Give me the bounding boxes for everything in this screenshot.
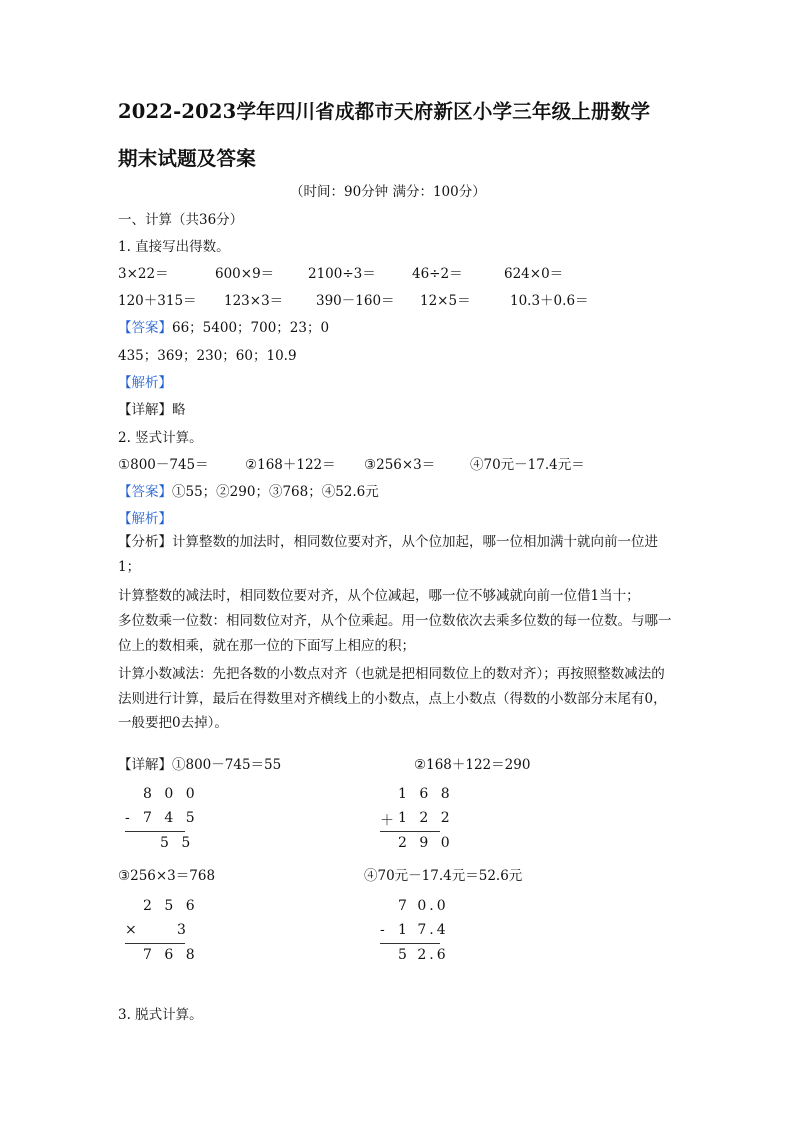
- exam-meta: （时间：90分钟 满分：100分）: [290, 184, 486, 200]
- doc-title-line1: 2022-2023学年四川省成都市天府新区小学三年级上册数学: [118, 100, 651, 123]
- q2-item-2: ②168＋122＝: [245, 457, 336, 473]
- q2-analysis-p2: 计算整数的减法时，相同数位要对齐，从个位减起，哪一位不够减就向前一位借1当十；: [118, 588, 640, 604]
- calc3-top: 2 5 6: [143, 898, 199, 914]
- q1-r2-c3: 390－160＝: [316, 293, 395, 309]
- vertical-calc-2: [380, 786, 454, 856]
- calc4-op: -: [380, 922, 389, 938]
- calc2-rule: [380, 831, 440, 832]
- detail-tag: 【详解】: [118, 757, 172, 773]
- vertical-calc-1: [125, 786, 199, 856]
- q2-stem: 2. 竖式计算。: [118, 430, 203, 446]
- q1-r1-c2: 600×9＝: [215, 266, 275, 282]
- section-heading: 一、计算（共36分）: [118, 212, 244, 228]
- q2-item-3: ③256×3＝: [364, 457, 436, 473]
- calc3-rule: [125, 943, 185, 944]
- q2-item-1: ①800－745＝: [118, 457, 209, 473]
- answer-tag: 【答案】: [118, 484, 172, 500]
- q1-stem: 1. 直接写出得数。: [118, 239, 230, 255]
- q2-detail-4: ④70元－17.4元＝52.6元: [364, 868, 523, 884]
- q2-detail-1: [118, 753, 281, 773]
- q2-analysis-p4: 计算小数减法：先把各数的小数点对齐（也就是把相同数位上的数对齐）；再按照整数减法的法则进行计算，最后在得数里对齐横线上的小数点，点上小数点（得数的小数部分末尾有0，一般要把0去掉）。: [118, 666, 667, 731]
- q2-detail-2: ②168＋122＝290: [414, 757, 531, 773]
- q1-answer-line1: 66；5400；700；23；0: [172, 320, 330, 336]
- calc1-mid: 7 4 5: [143, 810, 199, 826]
- vertical-calc-3: [125, 898, 199, 968]
- q1-r2-c1: 120＋315＝: [118, 293, 197, 309]
- q2-analysis-tag: 【解析】: [118, 511, 172, 527]
- q1-r2-c2: 123×3＝: [224, 293, 284, 309]
- calc1-res: 5 5: [160, 835, 195, 851]
- calc2-top: 1 6 8: [398, 786, 454, 802]
- calc2-res: 2 9 0: [398, 835, 454, 851]
- calc4-res: 5 2.6: [398, 947, 449, 963]
- calc3-res: 7 6 8: [143, 947, 199, 963]
- q2-detail-3: ③256×3＝768: [118, 868, 216, 884]
- q3-stem: 3. 脱式计算。: [118, 1007, 203, 1023]
- q1-r1-c4: 46÷2＝: [412, 266, 463, 282]
- q1-r1-c5: 624×0＝: [504, 266, 564, 282]
- q1-r1-c3: 2100÷3＝: [308, 266, 376, 282]
- calc2-op: ＋: [380, 813, 394, 829]
- q1-answer-line2: 435；369；230；60；10.9: [118, 348, 297, 364]
- calc1-top: 8 0 0: [143, 786, 199, 802]
- calc4-top: 7 0.0: [398, 898, 449, 914]
- q1-r2-c5: 10.3＋0.6＝: [510, 293, 589, 309]
- calc3-op: ×: [125, 922, 141, 938]
- q1-detail: 【详解】略: [118, 402, 186, 418]
- q2-analysis-p1: 【分析】计算整数的加法时，相同数位要对齐，从个位加起，哪一位相加满十就向前一位进1；: [118, 534, 658, 575]
- calc1-op: -: [125, 810, 134, 826]
- calc1-rule: [125, 831, 185, 832]
- q2-answer-text: ①55；②290；③768；④52.6元: [172, 484, 379, 500]
- calc4-rule: [380, 943, 440, 944]
- q2-analysis-p3: 多位数乘一位数：相同数位对齐，从个位乘起。用一位数依次去乘多位数的每一位数。与哪一位上的数相乘，就在那一位的下面写上相应的积；: [118, 613, 672, 654]
- calc2-mid: 1 2 2: [398, 810, 454, 826]
- q1-analysis-tag: 【解析】: [118, 375, 172, 391]
- calc3-mid: 3: [177, 922, 190, 938]
- q1-r2-c4: 12×5＝: [420, 293, 471, 309]
- q1-r1-c1: 3×22＝: [118, 266, 169, 282]
- doc-title-line2: 期末试题及答案: [118, 147, 256, 170]
- vertical-calc-4: [380, 898, 450, 968]
- q2-detail-1-text: ①800－745＝55: [172, 757, 282, 773]
- calc4-mid: 1 7.4: [398, 922, 449, 938]
- q2-item-4: ④70元－17.4元＝: [470, 457, 585, 473]
- q1-answer: [118, 316, 329, 336]
- q2-answer: [118, 480, 379, 500]
- answer-tag: 【答案】: [118, 320, 172, 336]
